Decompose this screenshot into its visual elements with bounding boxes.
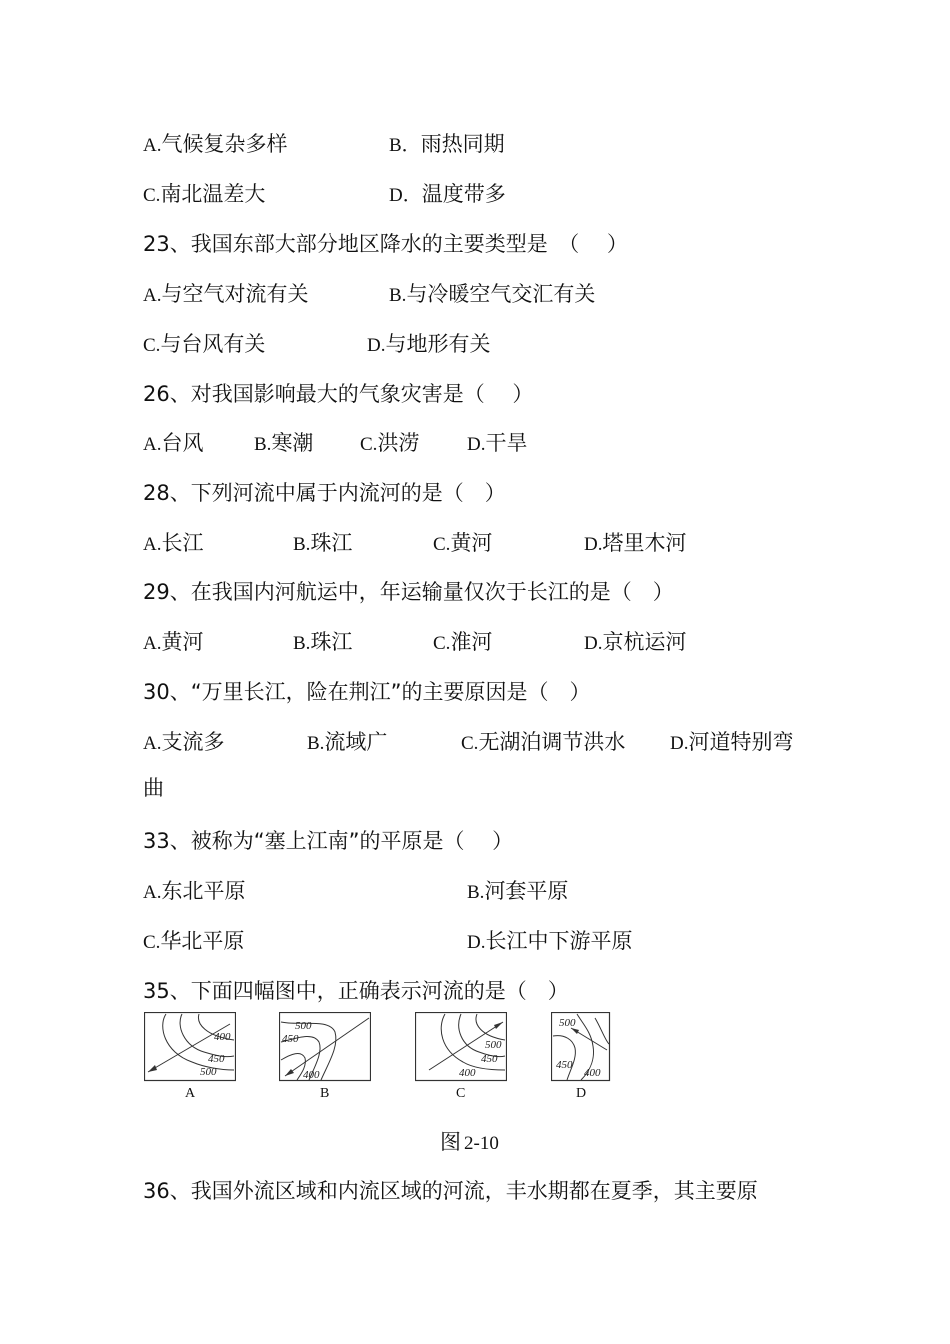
- q35-stem: 35、下面四幅图中，正确表示河流的是（ ）: [143, 979, 569, 1003]
- q36-stem: 36、我国外流区域和内流区域的河流，丰水期都在夏季，其主要原: [143, 1179, 758, 1203]
- q30-option-b: B.流域广: [307, 730, 388, 754]
- figure-caption: 图 2-10: [440, 1130, 499, 1154]
- q33-option-d: D.长江中下游平原: [467, 929, 633, 953]
- contour-label: 400: [214, 1031, 231, 1043]
- q28-option-b: B.珠江: [293, 531, 353, 555]
- contour-label: 400: [303, 1069, 320, 1081]
- q26-option-c: C.洪涝: [360, 431, 420, 455]
- contour-label: 500: [295, 1020, 312, 1032]
- contour-label: 500: [200, 1066, 217, 1078]
- q22-option-a: A.气候复杂多样: [143, 132, 288, 156]
- contour-label: 450: [282, 1033, 299, 1045]
- q28-stem: 28、下列河流中属于内流河的是（ ）: [143, 481, 506, 505]
- q28-option-a: A.长江: [143, 531, 204, 555]
- q26-option-a: A.台风: [143, 431, 204, 455]
- q26-option-d: D.干旱: [467, 431, 528, 455]
- q30-stem: 30、“万里长江，险在荆江”的主要原因是（ ）: [143, 680, 591, 704]
- q30-option-a: A.支流多: [143, 730, 225, 754]
- q23-stem: 23、我国东部大部分地区降水的主要类型是 （ ）: [143, 232, 628, 256]
- q22-option-b: B．雨热同期: [389, 132, 505, 156]
- contour-label: 450: [481, 1053, 498, 1065]
- q28-option-c: C.黄河: [433, 531, 493, 555]
- q29-option-b: B.珠江: [293, 630, 353, 654]
- contour-figure-a: [144, 1012, 236, 1082]
- contour-figure-c: [415, 1012, 507, 1082]
- q23-option-b: B.与冷暖空气交汇有关: [389, 282, 596, 306]
- q22-option-d: D．温度带多: [389, 182, 506, 206]
- q29-option-c: C.淮河: [433, 630, 493, 654]
- q23-option-a: A.与空气对流有关: [143, 282, 309, 306]
- q22-option-c: C.南北温差大: [143, 182, 266, 206]
- figure-label-c: C: [456, 1086, 466, 1101]
- contour-label: 500: [559, 1017, 576, 1029]
- q33-stem: 33、被称为“塞上江南”的平原是（ ）: [143, 829, 514, 853]
- q23-option-d: D.与地形有关: [367, 332, 491, 356]
- contour-label: 450: [556, 1059, 573, 1071]
- q30-option-d-wrap: 曲: [143, 776, 164, 800]
- q29-option-a: A.黄河: [143, 630, 204, 654]
- contour-label: 400: [459, 1067, 476, 1079]
- contour-label: 500: [485, 1039, 502, 1051]
- q33-option-a: A.东北平原: [143, 879, 246, 903]
- q23-option-c: C.与台风有关: [143, 332, 266, 356]
- q28-option-d: D.塔里木河: [584, 531, 687, 555]
- q26-stem: 26、对我国影响最大的气象灾害是（ ）: [143, 382, 534, 406]
- q30-option-c: C.无湖泊调节洪水: [461, 730, 626, 754]
- q33-option-c: C.华北平原: [143, 929, 245, 953]
- q26-option-b: B.寒潮: [254, 431, 314, 455]
- q33-option-b: B.河套平原: [467, 879, 569, 903]
- figure-label-a: A: [185, 1086, 196, 1101]
- figure-label-b: B: [320, 1086, 330, 1101]
- q30-option-d: D.河道特别弯: [670, 730, 794, 754]
- contour-figure-d: [551, 1012, 611, 1082]
- q29-stem: 29、在我国内河航运中，年运输量仅次于长江的是（ ）: [143, 580, 674, 604]
- contour-label: 400: [584, 1067, 601, 1079]
- contour-label: 450: [208, 1053, 225, 1065]
- contour-figure-b: [279, 1012, 371, 1082]
- figure-label-d: D: [576, 1086, 587, 1101]
- q29-option-d: D.京杭运河: [584, 630, 687, 654]
